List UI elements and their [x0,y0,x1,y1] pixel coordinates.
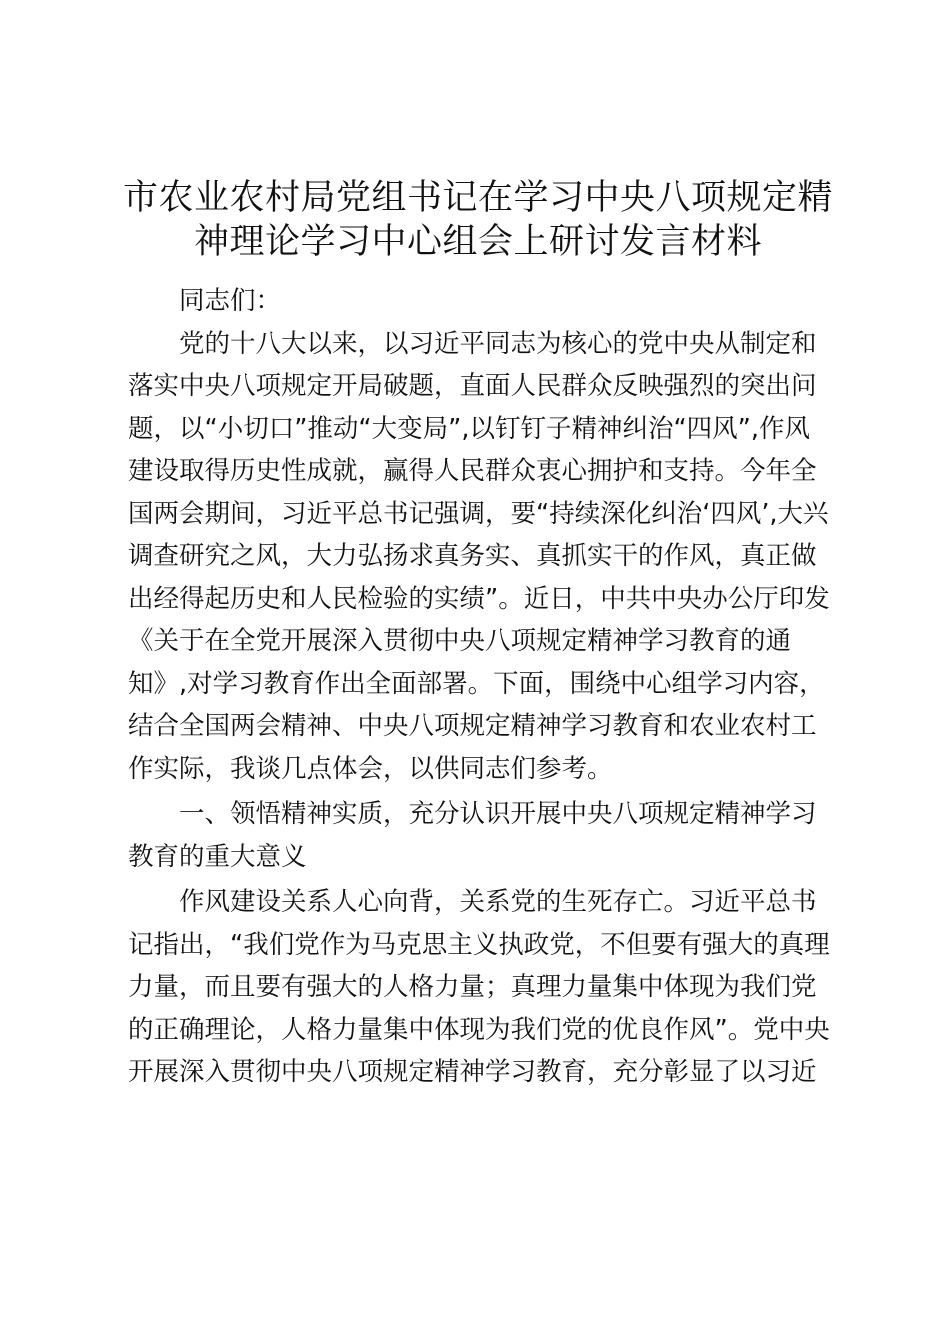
document-body [128,280,828,1094]
paragraph-1-line: 调查研究之风，大力弘扬求真务实、真抓实干的作风，真正做 [128,541,817,571]
salutation: 同志们： [179,286,282,316]
paragraph-1 [128,323,828,791]
paragraph-1-line: 作实际，我谈几点体会，以供同志们参考。 [128,753,613,784]
paragraph-1-line: 落实中央八项规定开局破题，直面人民群众反映强烈的突出问 [128,371,817,401]
section-heading-1-line: 教育的重大意义 [128,841,307,872]
title-line-1: 市农业农村局党组书记在学习中央八项规定精 [122,178,833,218]
title-line-2: 神理论学习中心组会上研讨发言材料 [193,222,762,262]
section-heading-1 [128,793,828,878]
paragraph-1-line: 出经得起历史和人民检验的实绩”。近日，中共中央办公厅印发 [128,583,830,614]
paragraph-1-line: 题，以“小切口”推动“大变局”,以钉钉子精神纠治“四风”,作风 [128,413,810,444]
paragraph-1-line: 知》,对学习教育作出全面部署。下面，围绕中心组学习内容， [128,668,825,699]
paragraph-2 [128,881,828,1094]
section-heading-1-line: 一、领悟精神实质，充分认识开展中央八项规定精神学习 [179,799,817,829]
paragraph-2-line: 的正确理论，人格力量集中体现为我们党的优良作风”。党中央 [128,1014,830,1045]
document-title [118,176,838,264]
paragraph-1-line: 《关于在全党开展深入贯彻中央八项规定精神学习教育的通 [128,626,792,656]
paragraph-2-line: 记指出，“我们党作为马克思主义执政党，不但要有强大的真理 [128,929,830,960]
paragraph-1-line: 结合全国两会精神、中央八项规定精神学习教育和农业农村工 [128,711,817,741]
paragraph-1-line: 党的十八大以来，以习近平同志为核心的党中央从制定和 [179,328,817,359]
paragraph-2-line: 开展深入贯彻中央八项规定精神学习教育，充分彰显了以习近 [128,1057,817,1087]
paragraph-2-line: 作风建设关系人心向背，关系党的生死存亡。习近平总书 [179,887,817,917]
paragraph-1-line: 建设取得历史性成就，赢得人民群众衷心拥护和支持。今年全 [128,456,817,486]
paragraph-1-line: 国两会期间，习近平总书记强调，要“持续深化纠治‘四风’,大兴 [128,498,829,529]
paragraph-2-line: 力量，而且要有强大的人格力量；真理力量集中体现为我们党 [128,972,817,1002]
